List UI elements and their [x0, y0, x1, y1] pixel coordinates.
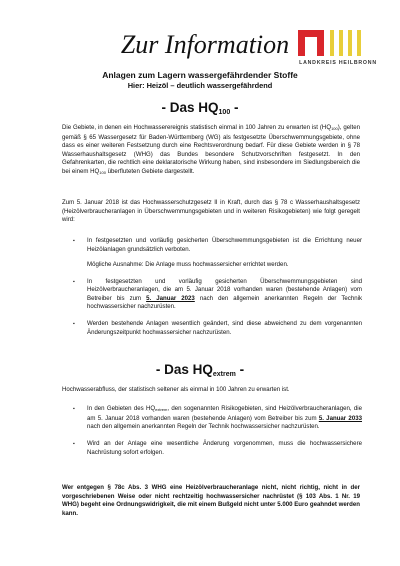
- text-sub: extrem: [155, 407, 168, 412]
- logo-bar: [339, 30, 343, 56]
- list-item: ▪ Wird an der Anlage eine wesentliche Änderung vorgenommen, muss die hochwassersichere Nachrüstung sofort erfolgen.: [80, 440, 362, 457]
- text-run: Die Gebiete, in denen ein Hochwasserereignis statistisch einmal in 100 Jahren zu erwarten ist (HQ: [62, 124, 332, 131]
- text-run: In den Gebieten des HQ: [87, 405, 156, 412]
- section1-heading-prefix: - Das HQ: [161, 100, 219, 115]
- subtitle-line1: Anlagen zum Lagern wassergefährdender Stoffe: [102, 70, 298, 80]
- deadline-date: 5. Januar 2023: [146, 294, 195, 302]
- list-item: ▪ In festgesetzten und vorläufig gesicherten Überschwemmungsgebieten ist die Errichtung neuer Heizölanlagen grundsätzlich verboten.: [80, 237, 362, 254]
- logo-bar: [357, 30, 361, 56]
- text-run: ), gelten gemäß § 65 Wassergesetz für Baden-Württemberg (WG) als festgesetzte Überschwemmungsgebiete, ohne dass es einer weiteren Festsetzung durch eine Rechtsverordnung bedarf. Für diese Gebiete werden in § 78 Wasserhaushaltsgesetz (WHG) das Bundes besondere Schutzvorschriften festgesetzt. In den Gefahrenkarten, die rechtlich eine deklaratorische Wirkung haben, sind insbesondere im Siedlungsbereich die bei einem HQ: [62, 124, 360, 175]
- section1-heading-sub: 100: [218, 109, 231, 116]
- section2-paragraph1: Hochwasserabfluss, der statistisch seltener als einmal in 100 Jahren zu erwarten ist.: [62, 386, 290, 393]
- section2-heading-sub: extrem: [212, 371, 236, 378]
- section2-heading-prefix: - Das HQ: [155, 362, 213, 377]
- logo-marks: [296, 28, 380, 58]
- list-item-note: Mögliche Ausnahme: Die Anlage muss hochwassersicher errichtet werden.: [87, 260, 289, 268]
- page-title: Zur Information: [120, 30, 290, 59]
- subtitle-line2: Hier: Heizöl – deutlich wassergefährdend: [127, 81, 273, 90]
- section1-heading-suffix: -: [230, 100, 239, 115]
- text-run: , den sogenannten Risikogebieten, sind Heizölverbraucheranlagen, die am 5. Januar 2018 vorhanden waren (bestehende Anlagen) vom Betreiber bis zum: [87, 405, 362, 422]
- text-run: überfluteten Gebiete dargestellt.: [105, 167, 195, 175]
- logo-red-arch-icon: [298, 30, 324, 56]
- section1-paragraph2: Zum 5. Januar 2018 ist das Hochwasserschutzgesetz II in Kraft, durch das § 78 c Wasserhaushaltsgesetz (Heizölverbraucheranlagen in Überschwemmungsgebieten und in weiteren Risikogebieten) wie folgt geregelt wird:: [62, 199, 360, 224]
- deadline-date: 5. Januar 2033: [318, 414, 362, 422]
- penalty-notice: Wer entgegen § 78c Abs. 3 WHG eine Heizölverbraucheranlage nicht, nicht richtig, nicht in der vorgeschriebenen Weise oder nicht rechtzeitig hochwassersicher nachrüstet (§ 103 Abs. 1 Nr. 19 WHG) begeht eine Ordnungswidrigkeit, die mit einem Bußgeld nicht unter 5.000 Euro geahndet werden kann.: [62, 484, 360, 517]
- section2-bullet-list: [80, 405, 362, 466]
- text-sub: 100: [331, 126, 338, 131]
- logo-text: LANDKREIS HEILBRONN: [299, 60, 377, 66]
- section1-bullet-list: [80, 237, 362, 346]
- text-sub: 100: [99, 169, 106, 175]
- section2-heading: [0, 362, 400, 383]
- logo-bar: [348, 30, 352, 56]
- logo-bar: [330, 30, 334, 56]
- section1-paragraph1: [62, 124, 360, 177]
- text-run: nach den allgemein anerkannten Regeln der Technik hochwassersicher nachzurüsten.: [87, 294, 362, 311]
- list-item: [80, 278, 362, 312]
- section1-heading: [0, 100, 400, 121]
- landkreis-logo: [296, 28, 380, 70]
- list-item: [80, 405, 362, 432]
- section2-heading-suffix: -: [235, 362, 245, 377]
- list-item: ▪ Werden bestehende Anlagen wesentlich geändert, sind diese abweichend zu dem vorgenannten Änderungszeitpunkt hochwassersicher nachzurüsten.: [80, 320, 362, 337]
- text-run: In festgesetzten und vorläufig gesicherten Überschwemmungsgebieten sind Heizölverbraucheranlagen, die am 5. Januar 2018 vorhanden waren (bestehende Anlagen) vom Betreiber bis zum: [87, 277, 362, 302]
- text-run: nach den allgemein anerkannten Regeln der Technik hochwassersicher nachzurüsten.: [87, 423, 320, 431]
